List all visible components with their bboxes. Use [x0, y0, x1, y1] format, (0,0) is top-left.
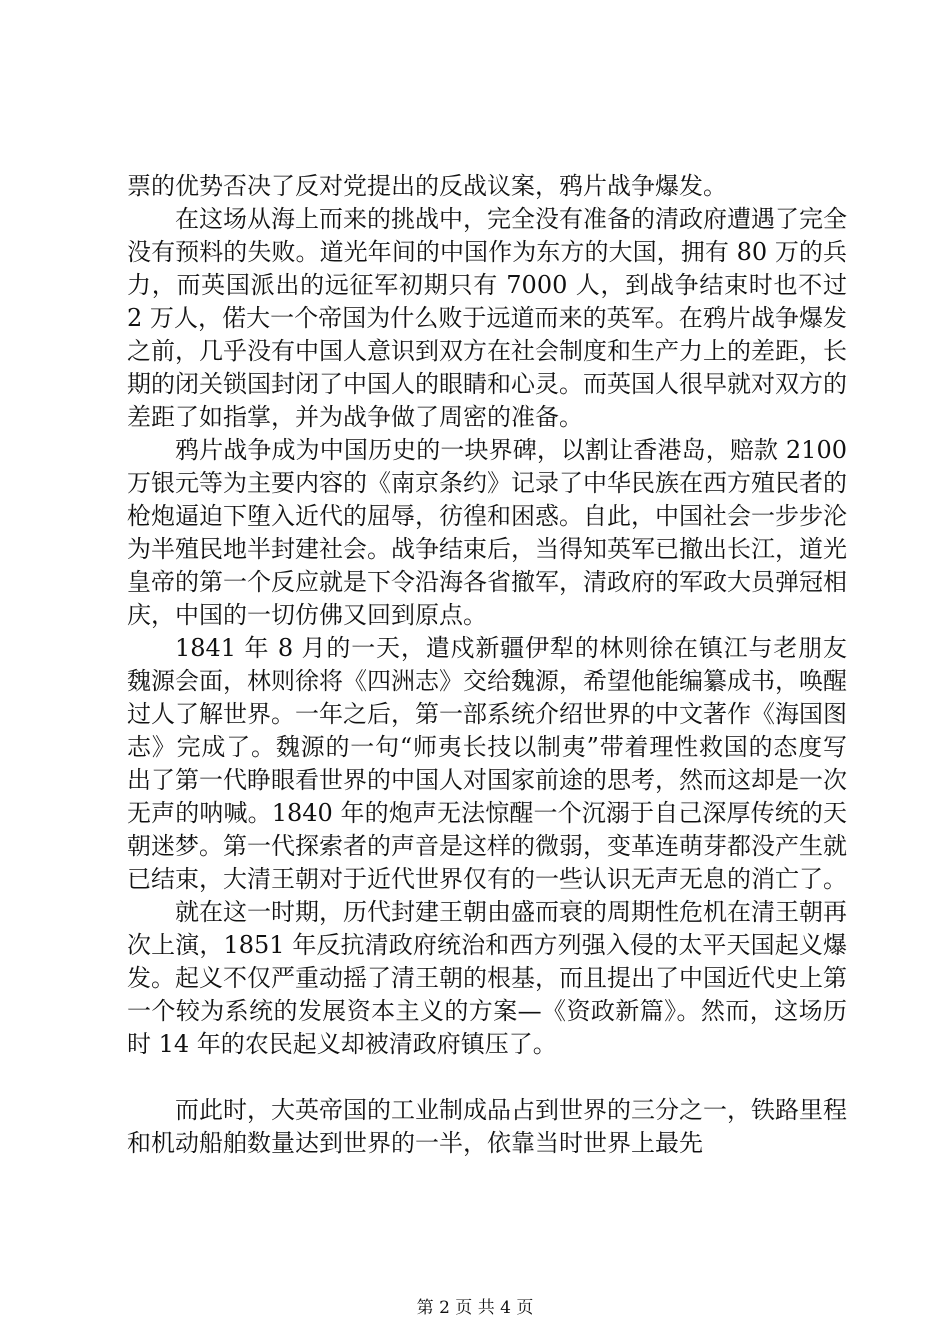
paragraph-1: 票的优势否决了反对党提出的反战议案，鸦片战争爆发。 [127, 172, 727, 200]
document-body [127, 170, 847, 1160]
paragraph-5: 就在这一时期，历代封建王朝由盛而衰的周期性危机在清王朝再次上演，1851 年反抗清政府统治和西方列强入侵的太平天国起义爆发。起义不仅严重动摇了清王朝的根基，而且提出了中国近代史上第一个较为系统的发展资本主义的方案—《资政新篇》。然而，这场历时 14 年的农民起义却被清政府镇压了。 [127, 898, 847, 1058]
page-number-footer: 第 2 页 共 4 页 [416, 1298, 534, 1318]
paragraph-3: 鸦片战争成为中国历史的一块界碑，以割让香港岛，赔款 2100 万银元等为主要内容的《南京条约》记录了中华民族在西方殖民者的枪炮逼迫下堕入近代的屈辱，彷徨和困惑。自此，中国社会一步步沦为半殖民地半封建社会。战争结束后，当得知英军已撤出长江，道光皇帝的第一个反应就是下令沿海各省撤军，清政府的军政大员弹冠相庆，中国的一切仿佛又回到原点。 [127, 436, 847, 629]
paragraph-2: 在这场从海上而来的挑战中，完全没有准备的清政府遭遇了完全没有预料的失败。道光年间的中国作为东方的大国，拥有 80 万的兵力，而英国派出的远征军初期只有 7000 人，到战争结束时也不过 2 万人，偌大一个帝国为什么败于远道而来的英军。在鸦片战争爆发之前，几乎没有中国人意识到双方在社会制度和生产力上的差距，长期的闭关锁国封闭了中国人的眼睛和心灵。而英国人很早就对双方的差距了如指掌，并为战争做了周密的准备。 [127, 205, 847, 431]
paragraph-4: 1841 年 8 月的一天，遣戍新疆伊犁的林则徐在镇江与老朋友魏源会面，林则徐将《四洲志》交给魏源，希望他能编纂成书，唤醒过人了解世界。一年之后，第一部系统介绍世界的中文著作《海国图志》完成了。魏源的一句“师夷长技以制夷”带着理性救国的态度写出了第一代睁眼看世界的中国人对国家前途的思考，然而这却是一次无声的呐喊。1840 年的炮声无法惊醒一个沉溺于自己深厚传统的天朝迷梦。第一代探索者的声音是这样的微弱，变革连萌芽都没产生就已结束，大清王朝对于近代世界仅有的一些认识无声无息的消亡了。 [127, 634, 847, 893]
paragraph-spacer [127, 1061, 847, 1094]
paragraph-6: 而此时，大英帝国的工业制成品占到世界的三分之一，铁路里程和机动船舶数量达到世界的一半，依靠当时世界上最先 [127, 1096, 847, 1157]
